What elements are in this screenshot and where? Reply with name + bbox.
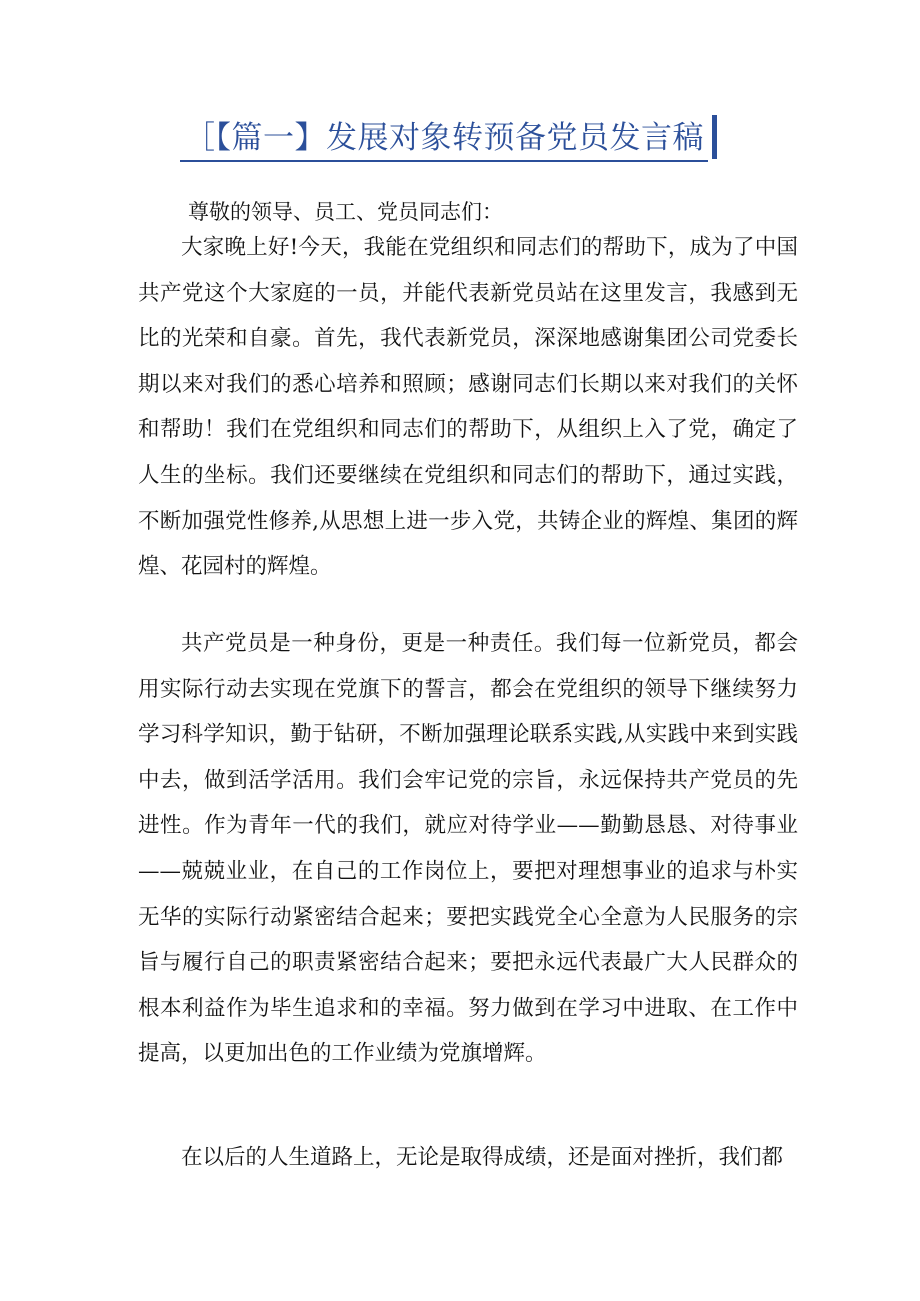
title-block	[180, 108, 717, 162]
salutation: 尊敬的领导、员工、党员同志们：	[188, 200, 503, 224]
paragraph: 大家晚上好!今天，我能在党组织和同志们的帮助下，成为了中国共产党这个大家庭的一员，并能代表新党员站在这里发言，我感到无比的光荣和自豪。首先，我代表新党员，深深地感谢集团公司党委长期以来对我们的悉心培养和照顾；感谢同志们长期以来对我们的关怀和帮助！我们在党组织和同志们的帮助下，从组织上入了党，确定了人生的坐标。我们还要继续在党组织和同志们的帮助下，通过实践，不断加强党性修养,从思想上进一步入党，共铸企业的辉煌、集团的辉煌、花园村的辉煌。	[138, 235, 798, 580]
text-cursor-bar	[712, 115, 717, 159]
paragraph: 在以后的人生道路上，无论是取得成绩，还是面对挫折，我们都	[181, 1145, 784, 1170]
document-title: ［【篇一】发展对象转预备党员发言稿	[180, 118, 708, 162]
paragraph: 共产党员是一种身份，更是一种责任。我们每一位新党员，都会用实际行动去实现在党旗下的誓言，都会在党组织的领导下继续努力学习科学知识，勤于钻研，不断加强理论联系实践,从实践中来到实践中去，做到活学活用。我们会牢记党的宗旨，永远保持共产党员的先进性。作为青年一代的我们，就应对待学业——勤勤恳恳、对待事业——兢兢业业，在自己的工作岗位上，要把对理想事业的追求与朴实无华的实际行动紧密结合起来；要把实践党全心全意为人民服务的宗旨与履行自己的职责紧密结合起来；要把永远代表最广大人民群众的根本利益作为毕生追求和的幸福。努力做到在学习中进取、在工作中提高，以更加出色的工作业绩为党旗增辉。	[138, 631, 798, 1067]
